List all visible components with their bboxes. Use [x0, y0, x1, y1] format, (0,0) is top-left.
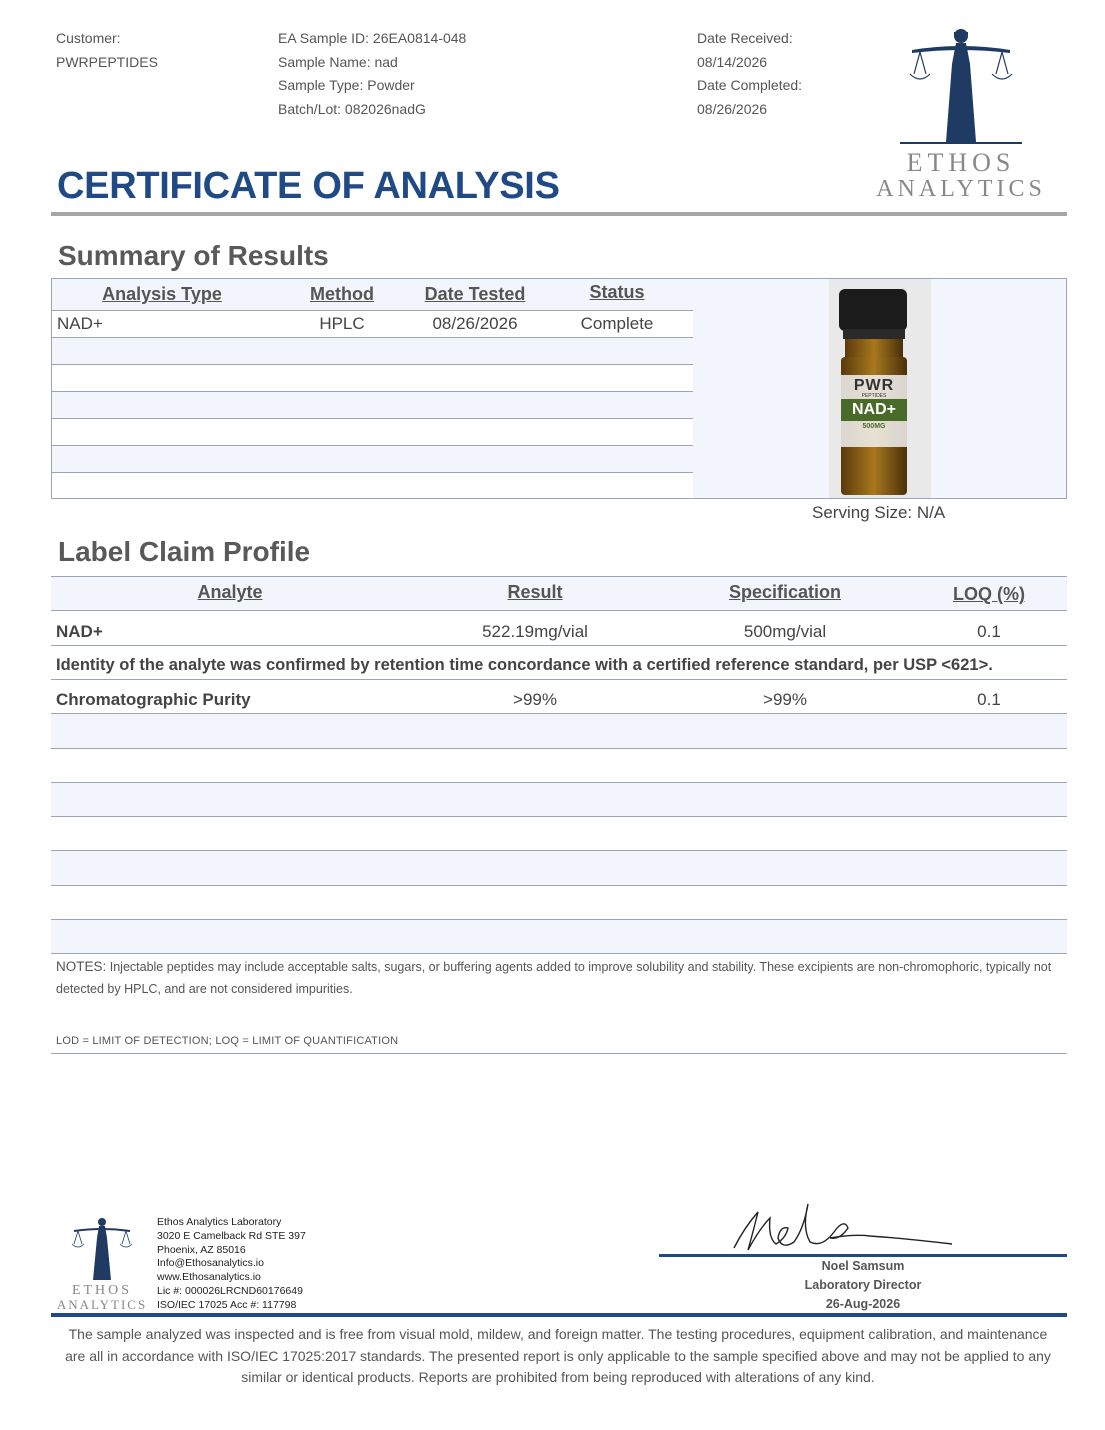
cell-spec: 500mg/vial — [743, 622, 827, 641]
table-row — [52, 392, 693, 419]
summary-table — [51, 278, 1067, 499]
vial-dose: 500MG — [862, 423, 886, 430]
label-claim-header-row — [51, 577, 1067, 611]
signer-role: Laboratory Director — [804, 1278, 922, 1292]
notes-text: Injectable peptides may include acceptable salts, sugars, or buffering agents added to improve solubility and stability. These excipients are non-chromophoric, typically not detected by HPLC, and are not considered impurities. — [56, 960, 1052, 996]
table-row — [52, 473, 693, 498]
product-photo-panel — [693, 279, 1066, 498]
lab-email: Info@Ethosanalytics.io — [157, 1257, 264, 1270]
vial-brand-sub: PEPTIDES — [861, 393, 887, 399]
logo-line1: ETHOS — [906, 148, 1016, 177]
notes-divider — [51, 1053, 1067, 1054]
lab-name: Ethos Analytics Laboratory — [157, 1216, 282, 1228]
footer-logo — [52, 1216, 152, 1314]
product-photo — [829, 279, 931, 498]
date-completed-label: Date Completed: — [697, 77, 803, 93]
signer-name: Noel Samsum — [821, 1259, 905, 1273]
customer-label: Customer: — [56, 30, 121, 46]
table-row — [52, 311, 693, 338]
table-row — [51, 783, 1067, 817]
serving-size: Serving Size: N/A — [812, 503, 946, 522]
notes — [56, 956, 1056, 1000]
lab-license: Lic #: 000026LRCND60176649 — [157, 1284, 303, 1297]
table-row — [52, 365, 693, 392]
label-claim-heading: Label Claim Profile — [58, 536, 311, 567]
signature-image — [730, 1198, 960, 1254]
page-title: CERTIFICATE OF ANALYSIS — [57, 165, 560, 207]
summary-heading: Summary of Results — [58, 240, 329, 271]
sample-name: Sample Name: nad — [278, 53, 398, 70]
table-row — [51, 749, 1067, 783]
justice-figure-small-icon — [52, 1216, 152, 1282]
table-row — [51, 817, 1067, 851]
date-received-label: Date Received: — [697, 30, 793, 46]
cell-loq: 0.1 — [977, 690, 1001, 709]
lab-website: www.Ethosanalytics.io — [157, 1271, 261, 1284]
table-row — [51, 611, 1067, 646]
cell-result: 522.19mg/vial — [482, 622, 588, 641]
ethos-logo — [872, 24, 1050, 204]
lod-definition: LOD = LIMIT OF DETECTION; LOQ = LIMIT OF QUANTIFICATION — [56, 1035, 399, 1047]
signature-date: 26-Aug-2026 — [825, 1297, 901, 1311]
table-row — [51, 886, 1067, 920]
table-row — [52, 446, 693, 473]
table-row — [51, 920, 1067, 954]
col-result: Result — [507, 582, 563, 602]
notes-label: NOTES: — [56, 959, 107, 974]
lab-address1: 3020 E Camelback Rd STE 397 — [157, 1229, 306, 1242]
table-row — [52, 419, 693, 446]
lab-iso: ISO/IEC 17025 Acc #: 117798 — [157, 1298, 297, 1311]
col-date-tested: Date Tested — [424, 284, 526, 304]
vial-brand: PWR — [853, 377, 895, 394]
batch-lot: Batch/Lot: 082026nadG — [278, 100, 426, 117]
table-row — [51, 851, 1067, 886]
date-received-value: 08/14/2026 — [697, 53, 768, 70]
cell-date-tested: 08/26/2026 — [432, 314, 518, 333]
footer-disclaimer: The sample analyzed was inspected and is free from visual mold, mildew, and foreign matter. The testing procedures, equipment calibration, and maintenance are all in accordance with ISO/IEC 17025:2017 standards. The presented report is only applicable to the sample specified above and may not be applied to any similar or identical products. Reports are prohibited from being reproduced with alterations of any kind. — [65, 1326, 1051, 1385]
col-status: Status — [589, 282, 645, 302]
footer-logo-line2: ANALYTICS — [56, 1297, 148, 1312]
vial-product: NAD+ — [851, 401, 896, 418]
justice-figure-icon — [872, 24, 1050, 146]
sample-type: Sample Type: Powder — [278, 77, 415, 93]
customer-value: PWRPEPTIDES — [56, 53, 158, 70]
lab-address — [157, 1216, 306, 1313]
summary-grid — [52, 279, 694, 498]
footer-divider — [51, 1313, 1067, 1317]
table-row — [51, 714, 1067, 749]
sample-id: EA Sample ID: 26EA0814-048 — [278, 30, 467, 46]
title-divider — [51, 212, 1067, 216]
cell-analysis-type: NAD+ — [57, 314, 103, 333]
customer-block — [56, 27, 158, 74]
col-loq: LOQ (%) — [953, 584, 1025, 604]
cell-status: Complete — [580, 314, 654, 333]
cell-analyte: NAD+ — [56, 622, 103, 641]
summary-header-row — [52, 279, 693, 311]
table-row — [51, 680, 1067, 714]
cell-method: HPLC — [319, 314, 365, 333]
table-row — [52, 338, 693, 365]
sample-block — [278, 27, 466, 121]
dates-block — [697, 27, 802, 121]
cell-result: >99% — [513, 690, 557, 709]
col-analysis-type: Analysis Type — [102, 284, 222, 304]
footer-logo-line1: ETHOS — [71, 1283, 133, 1298]
col-analyte: Analyte — [197, 582, 263, 602]
lab-address2: Phoenix, AZ 85016 — [157, 1243, 246, 1256]
date-completed-value: 08/26/2026 — [697, 100, 768, 117]
identity-note-row — [51, 646, 1067, 680]
col-method: Method — [310, 284, 374, 304]
cell-loq: 0.1 — [977, 622, 1001, 641]
identity-note: Identity of the analyte was confirmed by retention time concordance with a certified reference standard, per USP <621>. — [56, 656, 993, 674]
cell-analyte: Chromatographic Purity — [56, 690, 251, 709]
col-specification: Specification — [728, 582, 842, 602]
logo-line2: ANALYTICS — [876, 176, 1046, 202]
cell-spec: >99% — [763, 690, 807, 709]
